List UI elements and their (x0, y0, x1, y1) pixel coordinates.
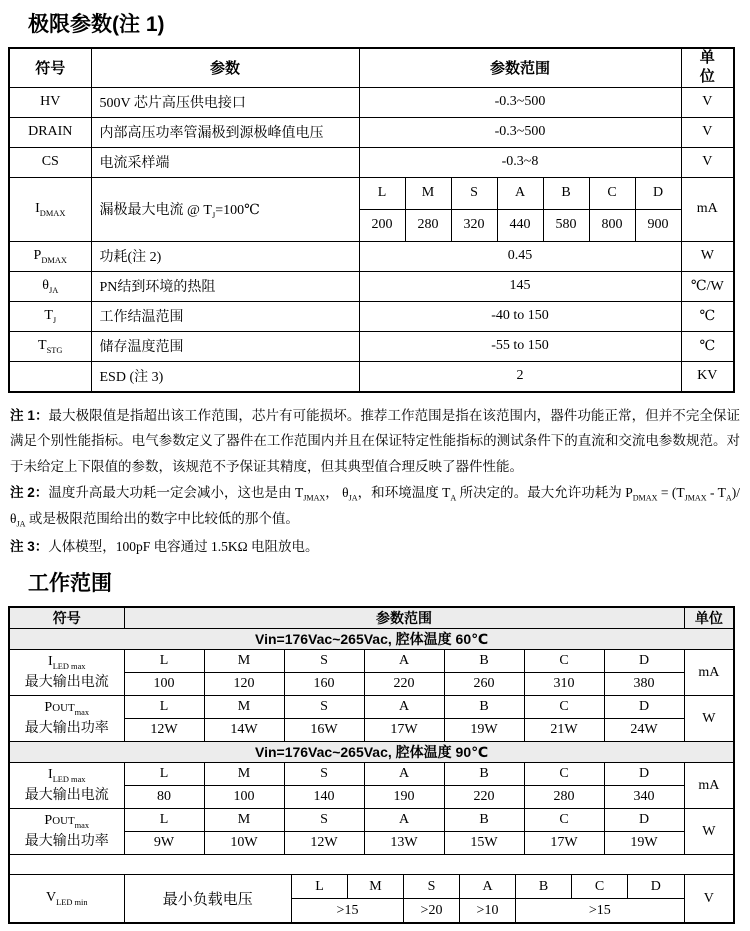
parameter-cell: 电流采样端 (91, 147, 359, 177)
note-2-label: 注 2： (10, 485, 49, 501)
grade-header-cell: A (497, 177, 543, 209)
unit-cell: V (684, 875, 734, 924)
parameter-cell: ESD (注 3) (91, 361, 359, 392)
grade-header-cell: B (444, 650, 524, 673)
grade-header-cell: M (204, 650, 284, 673)
grade-header-cell: B (444, 696, 524, 719)
symbol-text: $I_{LED max}$ (48, 767, 86, 784)
note-1 (10, 403, 740, 480)
grade-header-cell: D (628, 875, 684, 899)
grade-value-cell: 260 (444, 673, 524, 696)
grade-header-cell: A (364, 650, 444, 673)
grade-value-cell: 100 (204, 786, 284, 809)
grade-value-cell: >15 (516, 899, 684, 923)
parameter-cell: 500V 芯片高压供电接口 (91, 87, 359, 117)
grade-value-cell: 12W (124, 719, 204, 742)
grade-header-cell: B (444, 763, 524, 786)
grade-value-cell: 80 (124, 786, 204, 809)
grade-header-cell: M (204, 809, 284, 832)
symbol-cell (9, 361, 91, 392)
grade-value-cell: 19W (444, 719, 524, 742)
grade-header-cell: C (524, 763, 604, 786)
grade-header-cell: S (451, 177, 497, 209)
grade-header-cell: S (284, 809, 364, 832)
grade-value-cell: 140 (284, 786, 364, 809)
grade-value-cell: 15W (444, 832, 524, 855)
symbol-cell: CS (9, 147, 91, 177)
range-cell: 145 (359, 271, 681, 301)
range-cell: 2 (359, 361, 681, 392)
limits-row-idmax-grades (9, 177, 734, 209)
grade-header-cell: D (604, 650, 684, 673)
grade-header-cell: C (524, 809, 604, 832)
parameter-cell: 漏极最大电流 @ $T_J=100℃$ (91, 177, 359, 241)
grade-value-cell: 9W (124, 832, 204, 855)
grade-value-cell: >20 (404, 899, 460, 923)
grade-header-cell: S (404, 875, 460, 899)
limits-row-tstg (9, 331, 734, 361)
grade-header-cell: M (204, 763, 284, 786)
grade-value-cell: 220 (364, 673, 444, 696)
pout-90-grades-row (9, 809, 734, 832)
datasheet-page (0, 8, 750, 924)
symbol-cell: $T_{STG}$ (9, 331, 91, 361)
grade-value-cell: 200 (359, 209, 405, 241)
grade-value-cell: 280 (524, 786, 604, 809)
spacer-row (9, 855, 734, 875)
condition-band-90 (9, 742, 734, 763)
grade-header-cell: C (589, 177, 635, 209)
grade-header-cell: M (348, 875, 404, 899)
note-2 (10, 480, 740, 532)
symbol-cell (9, 696, 124, 742)
unit-cell: V (681, 147, 734, 177)
pout-60-grades-row (9, 696, 734, 719)
symbol-cell: $\theta_{JA}$ (9, 271, 91, 301)
symbol-label: 最大输出电流 (24, 675, 109, 691)
unit-cell: KV (681, 361, 734, 392)
symbol-cell: $I_{DMAX}$ (9, 177, 91, 241)
symbol-cell: HV (9, 87, 91, 117)
grade-value-cell: >15 (292, 899, 404, 923)
symbol-cell: $T_J$ (9, 301, 91, 331)
working-header-unit: 单位 (684, 607, 734, 629)
range-cell: -0.3~8 (359, 147, 681, 177)
working-header-symbol: 符号 (9, 607, 124, 629)
grade-value-cell: 24W (604, 719, 684, 742)
grade-header-cell: D (604, 809, 684, 832)
limits-header-range: 参数范围 (359, 48, 681, 87)
grade-value-cell: 280 (405, 209, 451, 241)
vled-subtable-cell (124, 875, 684, 924)
symbol-cell: DRAIN (9, 117, 91, 147)
limits-row-hv (9, 87, 734, 117)
grade-value-cell: 100 (124, 673, 204, 696)
symbol-label: 最大输出功率 (24, 834, 109, 850)
vled-subtable (125, 875, 684, 922)
grade-header-cell: M (405, 177, 451, 209)
condition-text: Vin=176Vac~265Vac, 腔体温度 90℃ (9, 742, 734, 763)
grade-value-cell: 310 (524, 673, 604, 696)
grade-header-cell: L (359, 177, 405, 209)
unit-cell: V (681, 87, 734, 117)
grade-header-cell: S (284, 763, 364, 786)
note-3-text: 人体模型，100pF 电容通过 1.5KΩ 电阻放电。 (48, 538, 319, 554)
unit-cell: W (684, 696, 734, 742)
grade-header-cell: M (204, 696, 284, 719)
grade-value-cell: 340 (604, 786, 684, 809)
parameter-cell: 内部高压功率管漏极到源极峰值电压 (91, 117, 359, 147)
grade-value-cell: >10 (460, 899, 516, 923)
grade-header-cell: L (124, 809, 204, 832)
grade-value-cell: 190 (364, 786, 444, 809)
unit-cell: W (681, 241, 734, 271)
grade-value-cell: 380 (604, 673, 684, 696)
range-cell: -55 to 150 (359, 331, 681, 361)
unit-cell: ℃/W (681, 271, 734, 301)
symbol-text: $I_{LED max}$ (48, 654, 86, 671)
grade-value-cell: 17W (524, 832, 604, 855)
grade-header-cell: A (460, 875, 516, 899)
grade-header-cell: L (292, 875, 348, 899)
grade-value-cell: 10W (204, 832, 284, 855)
note-3 (10, 534, 740, 560)
limits-header-parameter: 参数 (91, 48, 359, 87)
limits-row-esd (9, 361, 734, 392)
grade-header-cell: D (635, 177, 681, 209)
grade-value-cell: 900 (635, 209, 681, 241)
symbol-cell (9, 650, 124, 696)
symbol-cell: $V_{LED min}$ (9, 875, 124, 924)
grade-value-cell: 120 (204, 673, 284, 696)
grade-value-cell: 17W (364, 719, 444, 742)
limits-table (8, 47, 735, 393)
symbol-text: $POUT_{max}$ (44, 813, 90, 830)
grade-value-cell: 800 (589, 209, 635, 241)
unit-cell: mA (681, 177, 734, 241)
grade-value-cell: 220 (444, 786, 524, 809)
iled-60-grades-row (9, 650, 734, 673)
condition-band-60 (9, 629, 734, 650)
grade-header-cell: D (604, 763, 684, 786)
grade-value-cell: 580 (543, 209, 589, 241)
grade-header-cell: A (364, 696, 444, 719)
working-range-table (8, 606, 735, 924)
unit-cell: mA (684, 763, 734, 809)
limits-row-drain (9, 117, 734, 147)
grade-value-cell: 19W (604, 832, 684, 855)
grade-value-cell: 320 (451, 209, 497, 241)
range-cell: 0.45 (359, 241, 681, 271)
working-header-row (9, 607, 734, 629)
grade-value-cell: 21W (524, 719, 604, 742)
parameter-cell: 储存温度范围 (91, 331, 359, 361)
grade-header-cell: S (284, 696, 364, 719)
symbol-cell: $P_{DMAX}$ (9, 241, 91, 271)
limits-section-title: 极限参数(注 1) (28, 13, 165, 36)
unit-cell: mA (684, 650, 734, 696)
grade-value-cell: 160 (284, 673, 364, 696)
grade-value-cell: 440 (497, 209, 543, 241)
vled-grades-row (125, 875, 684, 899)
parameter-cell: 最小负载电压 (125, 875, 292, 922)
unit-cell: ℃ (681, 301, 734, 331)
iled-90-grades-row (9, 763, 734, 786)
grade-header-cell: B (516, 875, 572, 899)
symbol-label: 最大输出功率 (24, 721, 109, 737)
grade-header-cell: A (364, 809, 444, 832)
notes-block (10, 403, 740, 560)
limits-header-symbol: 符号 (9, 48, 91, 87)
note-2-text: 温度升高最大功耗一定会减小，这也是由 $T_{JMAX}$， $\theta_{JA}$，和环境温度 $T_A$ 所决定的。最大允许功耗为 $P_{DMAX} = (T_{JMAX} - T_A)/$ $\theta_{JA}$ 或是极限范围给出的数字中比较低的那个值。 (10, 485, 741, 530)
note-3-label: 注 3： (10, 538, 49, 554)
working-section-title: 工作范围 (28, 572, 112, 596)
grade-header-cell: L (124, 696, 204, 719)
symbol-text: $POUT_{max}$ (44, 700, 90, 717)
unit-cell: ℃ (681, 331, 734, 361)
parameter-cell: PN结到环境的热阻 (91, 271, 359, 301)
symbol-cell (9, 763, 124, 809)
grade-header-cell: B (444, 809, 524, 832)
limits-row-cs (9, 147, 734, 177)
limits-header-unit (681, 48, 734, 87)
grade-header-cell: D (604, 696, 684, 719)
parameter-cell: 工作结温范围 (91, 301, 359, 331)
grade-value-cell: 12W (284, 832, 364, 855)
working-header-range: 参数范围 (124, 607, 684, 629)
note-1-text: 最大极限值是指超出该工作范围，芯片有可能损坏。推荐工作范围是指在该范围内，器件功能正常，但并不完全保证满足个别性能指标。电气参数定义了器件在工作范围内并且在保证特定性能指标的测试条件下的直流和交流电参数规范。对于未给定上下限值的参数，该规范不予保证其精度，但其典型值合理反映了器件性能。 (10, 407, 740, 474)
grade-header-cell: C (524, 696, 604, 719)
grade-header-cell: L (124, 650, 204, 673)
grade-header-cell: C (524, 650, 604, 673)
unit-cell: V (681, 117, 734, 147)
range-cell: -40 to 150 (359, 301, 681, 331)
symbol-cell (9, 809, 124, 855)
spacer-cell (9, 855, 734, 875)
grade-header-cell: L (124, 763, 204, 786)
grade-value-cell: 13W (364, 832, 444, 855)
grade-header-cell: A (364, 763, 444, 786)
grade-header-cell: B (543, 177, 589, 209)
symbol-label: 最大输出电流 (24, 788, 109, 804)
unit-cell: W (684, 809, 734, 855)
limits-row-tj (9, 301, 734, 331)
grade-value-cell: 16W (284, 719, 364, 742)
grade-header-cell: C (572, 875, 628, 899)
grade-header-cell: S (284, 650, 364, 673)
range-cell: -0.3~500 (359, 117, 681, 147)
unit-header-label: 单位 (699, 49, 715, 85)
range-cell: -0.3~500 (359, 87, 681, 117)
limits-row-pdmax (9, 241, 734, 271)
parameter-cell: 功耗(注 2) (91, 241, 359, 271)
grade-value-cell: 14W (204, 719, 284, 742)
condition-text: Vin=176Vac~265Vac, 腔体温度 60℃ (9, 629, 734, 650)
note-1-label: 注 1： (10, 407, 49, 423)
vled-min-row (9, 875, 734, 924)
limits-header-row (9, 48, 734, 87)
limits-row-theta-ja (9, 271, 734, 301)
